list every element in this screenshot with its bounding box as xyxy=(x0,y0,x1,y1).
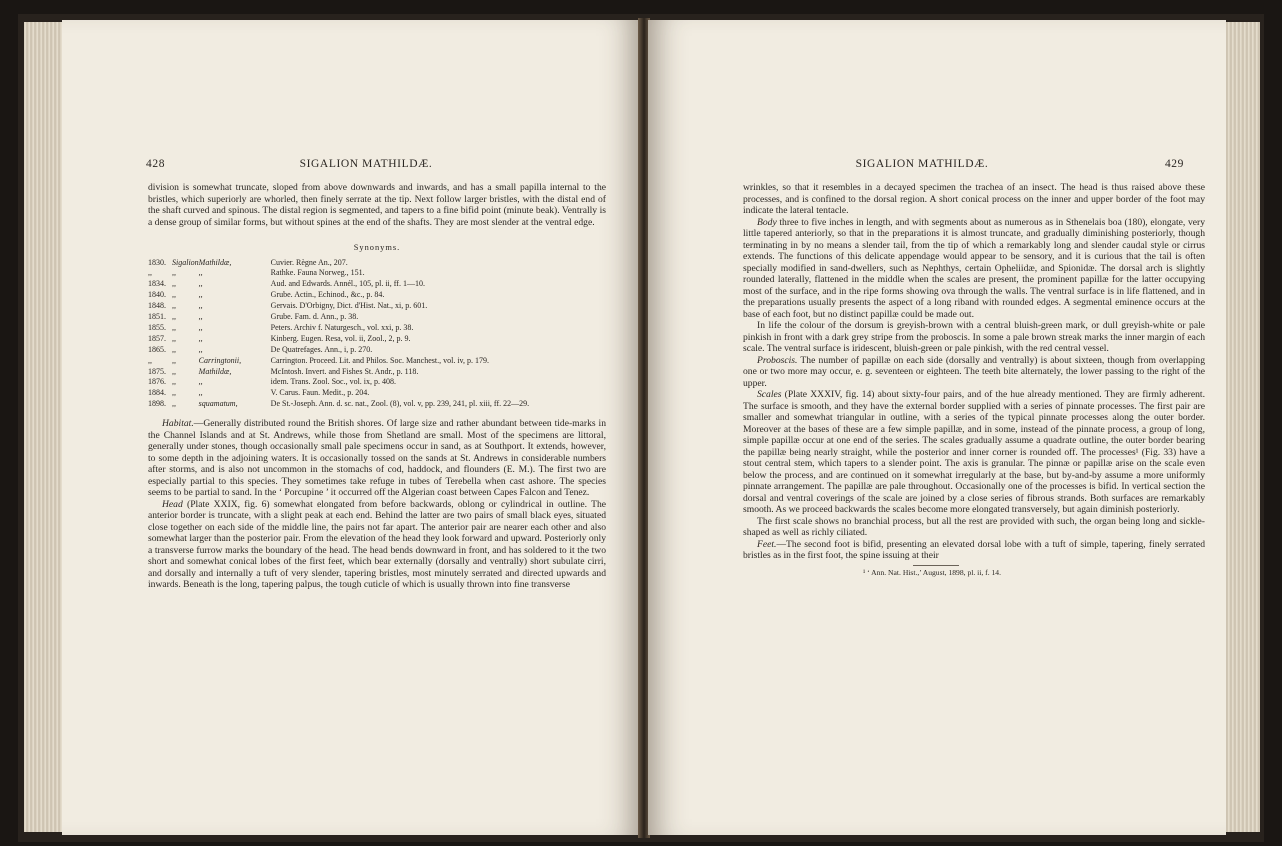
synonym-species: Mathildæ, xyxy=(198,257,232,267)
synonym-year: 1876. xyxy=(148,377,166,387)
feet-paragraph xyxy=(743,539,1205,562)
synonym-row xyxy=(148,345,606,356)
footnote: ¹ ‘ Ann. Nat. Hist.,’ August, 1898, pl. ii, f. 14. xyxy=(863,567,1001,577)
synonym-reference: Carrington. Proceed. Lit. and Philos. Soc. Manchest., vol. iv, p. 179. xyxy=(270,355,490,365)
synonym-species: squamatum, xyxy=(198,399,238,409)
synonym-row xyxy=(148,279,606,290)
synonym-genus: Sigalion xyxy=(172,257,199,267)
paragraph: division is somewhat truncate, sloped from above downwards and inwards, and has a small papilla internal to the bristles, which superiorly are whorled, then finely serrate at the tip. Next follow larger bristles, with the distal end of the shaft curved and spinous. The distal region is segmented, and tapers to a fine bifid point (minute beak). Ventrally is a dense group of similar forms, but without spines at the end of the shafts. They are most slender at the ventral edge. xyxy=(148,182,606,228)
proboscis-text: The number of papillæ on each side (dorsally and ventrally) is about sixteen, though from overlapping one or two more may occur, e. g. seventeen or eighteen. The teeth bite alternately, the lower passing to the right of the upper. xyxy=(743,354,1205,389)
habitat-text: —Generally distributed round the British shores. Of large size and rather abundant between tide-marks in the Channel Islands and at St. Andrews, while those from Shetland are small. Most of the specimens are littoral, generally under stones, though occasionally small pale specimens occur in sand, as at Southport. It extends, however, to some depth in the adjoining waters. It is occasionally tossed on the sands at St. Andrews in considerable numbers after storms, and is also not uncommon in the stomachs of cod, haddock, and flounders (E. M.). The first two are especially partial to this species. They sometimes take refuge in tubes of Terebella when cast ashore. The species seems to be partial to sand. In the ‘ Porcupine ’ it occurred off the Algerian coast between Capes Falcon and Tenez. xyxy=(148,418,606,499)
synonym-species: ,, xyxy=(198,344,203,354)
left-page xyxy=(62,20,640,835)
page-edges-left xyxy=(24,22,64,832)
synonym-genus: ,, xyxy=(172,279,176,289)
synonym-reference: Cuvier. Règne An., 207. xyxy=(270,257,348,267)
body-paragraph xyxy=(743,217,1205,321)
head-label: Head xyxy=(162,498,183,510)
synonym-row xyxy=(148,323,606,334)
running-head: SIGALION MATHILDÆ. xyxy=(299,158,433,170)
synonyms-heading: Synonyms. xyxy=(353,243,401,252)
synonym-species: ,, xyxy=(198,301,203,311)
page-edges-right xyxy=(1222,22,1260,832)
synonym-year: 1848. xyxy=(148,301,166,311)
synonym-row xyxy=(148,290,606,301)
synonym-genus: ,, xyxy=(172,268,176,278)
synonym-species: ,, xyxy=(198,312,203,322)
scales-label: Scales xyxy=(757,389,782,400)
synonym-reference: V. Carus. Faun. Medit., p. 204. xyxy=(270,388,370,398)
synonym-year: 1851. xyxy=(148,312,166,322)
synonym-year: 1865. xyxy=(148,344,166,354)
synonym-row xyxy=(148,312,606,323)
synonym-row xyxy=(148,367,606,378)
synonym-reference: De St.-Joseph. Ann. d. sc. nat., Zool. (8), vol. v, pp. 239, 241, pl. xiii, ff. 22—29. xyxy=(270,399,530,409)
synonym-row xyxy=(148,377,606,388)
synonym-year: 1875. xyxy=(148,366,166,376)
synonyms-table xyxy=(148,258,606,411)
synonym-year: 1840. xyxy=(148,290,166,300)
synonym-species: ,, xyxy=(198,290,203,300)
left-page-body xyxy=(148,182,606,591)
feet-text: —The second foot is bifid, presenting an elevated dorsal lobe with a tuft of simple, tapering, finely serrated bristles as in the first foot, the spine issuing at their xyxy=(743,538,1205,561)
synonym-reference: Gervais. D'Orbigny, Dict. d'Hist. Nat., xi, p. 601. xyxy=(270,301,428,311)
scales-text: (Plate XXXIV, fig. 14) about sixty-four pairs, and of the hue already mentioned. They are firmly adherent. The surface is smooth, and they have the external border supplied with a series of pinnate processes. The first pair are smaller and somewhat triangular in outline, with a series of the typical pinnate processes along the outer border. Moreover at the bases of these are a few simple papillæ, and in some, instead of the pinnate process, a group of long, simple papillæ occur at one end of the series. The scales gradually assume a quadrate outline, the outer border bearing the papillæ being nearly straight, while the posterior and inner corner is rounded off. The processes¹ (Fig. 33) have a stout central stem, which tapers to a slender point. The axis is granular. The pinnæ or papillæ arise on the scale even below the process, and are continued on it somewhat irregularly at the base, but by-and-by assume a more uniformly pinnate arrangement. The papillæ are pale throughout. Occasionally one of the processes is bifid. In vertical section the dorsal and ventral coverings of the scale are joined by a close series of fibrous strands. Both surfaces are remarkably smooth. As we proceed backwards the scales become more elongated transversely, but again diminish posteriorly. xyxy=(743,389,1205,515)
habitat-paragraph xyxy=(148,418,606,499)
synonym-genus: ,, xyxy=(172,333,176,343)
synonym-species: ,, xyxy=(198,333,203,343)
synonym-row xyxy=(148,334,606,345)
head-paragraph xyxy=(148,499,606,591)
synonym-reference: idem. Trans. Zool. Soc., vol. ix, p. 408. xyxy=(270,377,397,387)
synonym-reference: De Quatrefages. Ann., i, p. 270. xyxy=(270,344,373,354)
page-number: 429 xyxy=(1164,158,1184,170)
synonym-year: ,, xyxy=(148,268,152,278)
right-page xyxy=(648,20,1226,835)
synonym-species: ,, xyxy=(198,322,203,332)
proboscis-label: Proboscis. xyxy=(757,354,798,366)
synonym-row xyxy=(148,356,606,367)
body-text: three to five inches in length, and with segments about as numerous as in Sthenelais boa (180), elongate, very little tapered anteriorly, so that in the preparations it is almost truncate, and gradually diminishing posteriorly, though terminating in by no means a slender tail, from the tip of which a remarkably long and slender caudal style or cirrus extends. The functions of this delicate appendage would appear to be sensory, and it is curious that the tail is often specially modified in sand-dwellers, such as Nephthys, certain Opheliidæ, and Spionidæ. The dorsal arch is slightly rounded laterally, flattened in the middle when the scales are present, the prominent papillæ for the latter occupying most of the surface, and in the ripe forms showing ova through the walls. The ventral surface is in life flattened, and in the preparations usually presents the aspect of a long riband with rounded edges. A segmental eminence occurs at the base of each foot, but no distinct papillæ could be made out. xyxy=(743,216,1205,320)
synonym-genus: ,, xyxy=(172,322,176,332)
synonym-genus: ,, xyxy=(172,290,176,300)
synonym-species: ,, xyxy=(198,279,203,289)
synonym-year: 1834. xyxy=(148,279,166,289)
synonym-year: 1830. xyxy=(148,257,166,267)
synonym-reference: Grube. Actin., Echinod., &c., p. 84. xyxy=(270,290,385,300)
synonym-species: ,, xyxy=(198,268,203,278)
synonym-reference: Rathke. Fauna Norweg., 151. xyxy=(270,268,365,278)
colour-paragraph: In life the colour of the dorsum is greyish-brown with a central bluish-green mark, or dull greyish-white or pale pinkish in front with a dark grey stripe from the proboscis. In some a pale brown streak marks the inner margin of each scale. The ventral surface is iridescent, bluish-green or pale pinkish, with the red central vessel. xyxy=(743,320,1205,354)
synonym-row xyxy=(148,399,606,410)
feet-label: Feet. xyxy=(757,538,777,550)
scales-paragraph xyxy=(743,389,1205,516)
synonym-genus: ,, xyxy=(172,355,176,365)
synonym-species: Carringtonii, xyxy=(198,355,242,365)
branchial-paragraph: The first scale shows no branchial process, but all the rest are provided with such, the organ being long and sickle-shaped as well as richly ciliated. xyxy=(743,515,1205,538)
synonym-reference: Kinberg. Eugen. Resa, vol. ii, Zool., 2, p. 9. xyxy=(270,333,411,343)
head-text: (Plate XXIX, fig. 6) somewhat elongated from before backwards, oblong or cylindrical in outline. The anterior border is truncate, with a slight peak at each end. Behind the latter are two pairs of small black eyes, situated close together on each side of the middle line, the pairs not far apart. The anterior pair are nearer each other and also somewhat larger than the posterior pair. From the elevation of the head they look forward and upward. Posteriorly only a transverse furrow marks the boundary of the head. The head bends downward in front, and has soldered to it the two short and somewhat conical lobes of the first feet, which bear externally (dorsally and ventrally) short subulate cirri, and dorsally and internally a tuft of very slender, tapering bristles, most minutely serrated and directed upwards and inwards. Beneath is the long, tapering palpus, the tough cuticle of which is usually thrown into fine transverse xyxy=(148,498,606,591)
synonym-species: ,, xyxy=(198,377,203,387)
synonym-row xyxy=(148,268,606,279)
synonym-year: 1884. xyxy=(148,388,166,398)
synonym-genus: ,, xyxy=(172,399,176,409)
synonym-year: 1857. xyxy=(148,333,166,343)
synonym-year: ,, xyxy=(148,355,152,365)
synonym-row xyxy=(148,301,606,312)
habitat-label: Habitat. xyxy=(162,418,194,430)
synonym-genus: ,, xyxy=(172,377,176,387)
running-head: SIGALION MATHILDÆ. xyxy=(855,158,989,170)
synonym-species: ,, xyxy=(198,388,203,398)
synonym-year: 1855. xyxy=(148,322,166,332)
synonym-year: 1898. xyxy=(148,399,166,409)
synonym-genus: ,, xyxy=(172,301,176,311)
synonym-genus: ,, xyxy=(172,366,176,376)
right-page-body xyxy=(743,182,1205,577)
synonym-row xyxy=(148,388,606,399)
synonym-genus: ,, xyxy=(172,344,176,354)
synonym-reference: Peters. Archiv f. Naturgesch., vol. xxi, p. 38. xyxy=(270,322,414,332)
synonym-row xyxy=(148,258,606,269)
body-label: Body xyxy=(757,216,777,228)
synonym-genus: ,, xyxy=(172,312,176,322)
proboscis-paragraph xyxy=(743,355,1205,390)
paragraph: wrinkles, so that it resembles in a decayed specimen the trachea of an insect. The head is thus raised above these processes, and is confined to the dorsal region. A short conical process on the inner and upper border of the foot may indicate the lateral tentacle. xyxy=(743,182,1205,216)
synonym-species: Mathildæ, xyxy=(198,366,232,376)
synonym-reference: McIntosh. Invert. and Fishes St. Andr., p. 118. xyxy=(270,366,419,376)
footnote-rule xyxy=(913,565,959,566)
synonym-genus: ,, xyxy=(172,388,176,398)
synonym-reference: Grube. Fam. d. Ann., p. 38. xyxy=(270,312,359,322)
synonym-reference: Aud. and Edwards. Annél., 105, pl. ii, ff. 1—10. xyxy=(270,279,425,289)
page-number: 428 xyxy=(146,158,166,170)
